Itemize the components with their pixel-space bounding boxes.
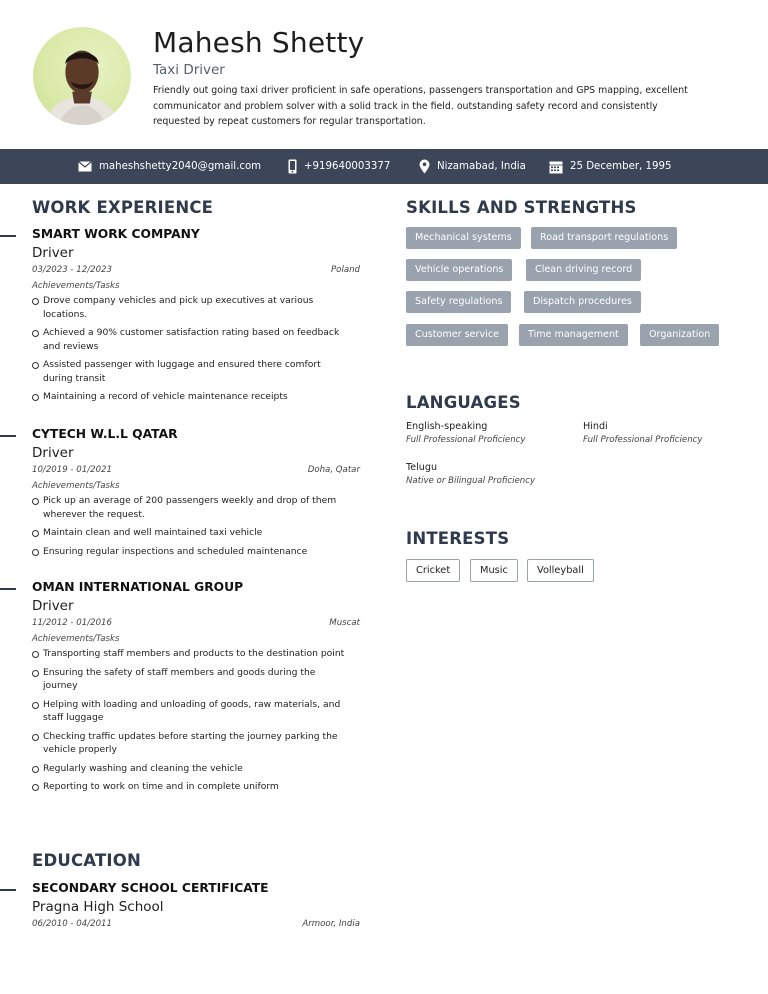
birthdate-text: 25 December, 1995 xyxy=(570,161,672,172)
section-marker xyxy=(0,588,16,590)
skill-tag: Road transport regulations xyxy=(531,227,677,249)
skill-tag: Dispatch procedures xyxy=(524,291,641,313)
list-item: Maintaining a record of vehicle maintenance receipts xyxy=(32,390,352,404)
profile-photo xyxy=(33,27,131,125)
interest-tag: Cricket xyxy=(406,559,460,582)
list-item: Maintain clean and well maintained taxi vehicle xyxy=(32,526,352,540)
job-location: Doha, Qatar xyxy=(307,465,360,475)
job-role: Driver xyxy=(32,598,74,614)
interest-tag: Music xyxy=(470,559,518,582)
list-item: Regularly washing and cleaning the vehicle xyxy=(32,762,352,776)
interest-tag: Volleyball xyxy=(527,559,594,582)
education-dates: 06/2010 - 04/2011 xyxy=(32,919,112,929)
language-item xyxy=(406,462,535,486)
contact-location xyxy=(419,149,526,184)
list-item: Ensuring regular inspections and scheduled maintenance xyxy=(32,545,352,559)
calendar-icon xyxy=(549,160,563,174)
skill-tag: Vehicle operations xyxy=(406,259,512,281)
section-marker xyxy=(0,889,16,891)
job-dates: 03/2023 - 12/2023 xyxy=(32,265,112,275)
language-level: Full Professional Proficiency xyxy=(583,435,703,445)
job-role: Driver xyxy=(32,445,74,461)
contact-email[interactable] xyxy=(78,149,261,184)
email-icon xyxy=(78,161,92,172)
achievements-label: Achievements/Tasks xyxy=(32,634,120,644)
task-list xyxy=(32,647,352,799)
list-item: Reporting to work on time and in complete uniform xyxy=(32,780,352,794)
education-heading: EDUCATION xyxy=(32,851,141,870)
company-name: OMAN INTERNATIONAL GROUP xyxy=(32,580,244,594)
job-location: Muscat xyxy=(329,618,360,628)
skill-tag: Organization xyxy=(640,324,719,346)
phone-text: +919640003377 xyxy=(304,161,391,172)
interests-heading: INTERESTS xyxy=(406,529,510,548)
company-name: SMART WORK COMPANY xyxy=(32,227,200,241)
language-level: Native or Bilingual Proficiency xyxy=(406,476,536,486)
contact-birthdate xyxy=(549,149,671,184)
list-item: Checking traffic updates before starting the journey parking the vehicle properly xyxy=(32,730,352,757)
job-dates: 10/2019 - 01/2021 xyxy=(32,465,112,475)
skills-heading: SKILLS AND STRENGTHS xyxy=(406,198,637,217)
list-item: Drove company vehicles and pick up executives at various locations. xyxy=(32,294,352,321)
profile-summary: Friendly out going taxi driver proficient in safe operations, passengers transportation and GPS mapping, excellent communicator and problem solver with a solid track in the field. outstanding safety record and consistently requested by repeat customers for regular transportation. xyxy=(153,85,688,127)
achievements-label: Achievements/Tasks xyxy=(32,481,120,491)
company-name: CYTECH W.L.L QATAR xyxy=(32,427,178,441)
job-title: Taxi Driver xyxy=(153,62,225,78)
location-text: Nizamabad, India xyxy=(437,161,526,172)
task-list xyxy=(32,494,352,563)
section-marker xyxy=(0,435,16,437)
language-name: Hindi xyxy=(583,421,608,432)
list-item: Assisted passenger with luggage and ensured there comfort during transit xyxy=(32,358,352,385)
language-level: Full Professional Proficiency xyxy=(406,435,526,445)
achievements-label: Achievements/Tasks xyxy=(32,281,120,291)
email-text: maheshshetty2040@gmail.com xyxy=(99,161,262,172)
task-list xyxy=(32,294,352,409)
language-name: English-speaking xyxy=(406,421,488,432)
list-item: Pick up an average of 200 passengers weekly and drop of them wherever the request. xyxy=(32,494,352,521)
skill-tag: Clean driving record xyxy=(526,259,641,281)
skill-tag: Safety regulations xyxy=(406,291,511,313)
work-experience-heading: WORK EXPERIENCE xyxy=(32,198,214,217)
school-name: Pragna High School xyxy=(32,899,164,915)
job-role: Driver xyxy=(32,245,74,261)
job-location: Poland xyxy=(331,265,360,275)
languages-heading: LANGUAGES xyxy=(406,393,521,412)
language-item xyxy=(583,421,702,445)
skill-tag: Time management xyxy=(519,324,628,346)
section-marker xyxy=(0,235,16,237)
person-icon xyxy=(33,27,131,125)
candidate-name: Mahesh Shetty xyxy=(153,26,365,59)
contact-bar xyxy=(0,149,768,184)
contact-phone[interactable] xyxy=(288,149,390,184)
job-dates: 11/2012 - 01/2016 xyxy=(32,618,112,628)
list-item: Transporting staff members and products to the destination point xyxy=(32,647,352,661)
map-pin-icon xyxy=(419,159,430,174)
skill-tag: Mechanical systems xyxy=(406,227,521,249)
list-item: Helping with loading and unloading of goods, raw materials, and staff luggage xyxy=(32,698,352,725)
list-item: Ensuring the safety of staff members and goods during the journey xyxy=(32,666,352,693)
phone-icon xyxy=(288,159,297,174)
skill-tag: Customer service xyxy=(406,324,508,346)
language-name: Telugu xyxy=(406,462,438,473)
list-item: Achieved a 90% customer satisfaction rating based on feedback and reviews xyxy=(32,326,352,353)
language-item xyxy=(406,421,525,445)
education-location: Armoor, India xyxy=(302,919,360,929)
degree-name: SECONDARY SCHOOL CERTIFICATE xyxy=(32,881,269,895)
